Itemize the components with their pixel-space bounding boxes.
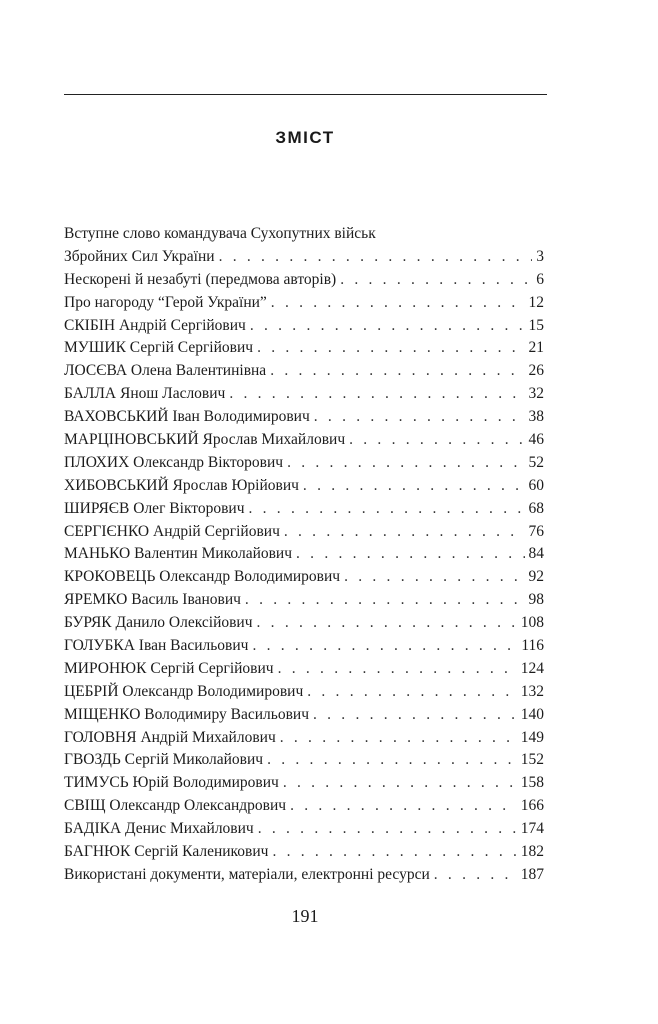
toc-entry [64,543,544,566]
toc-entry [64,864,544,887]
toc-entry [64,452,544,475]
toc-entry [64,246,544,269]
toc-entry-title: ЛОСЄВА Олена Валентинівна [64,362,267,380]
toc-entry-page: 158 [520,774,544,792]
toc-entry-page: 152 [520,751,544,769]
toc-entry [64,589,544,612]
toc-entry [64,658,544,681]
toc-entry-page: 140 [520,705,544,723]
toc-dot-leader [249,498,525,521]
toc-dot-leader [314,406,525,429]
toc-dot-leader [229,383,524,406]
toc-entry-title: СКІБІН Андрій Сергійович [64,316,246,334]
toc-entry-title: Про нагороду “Герой України” [64,293,267,311]
toc-entry-page: 6 [536,270,544,288]
toc-entry [64,429,544,452]
toc-entry-page: 38 [528,408,544,426]
toc-entry-title: СЕРГІЄНКО Андрій Сергійович [64,522,280,540]
toc-entry-page: 124 [520,659,544,677]
toc-entry [64,292,544,315]
toc-entry [64,521,544,544]
toc-entry-page: 21 [528,339,544,357]
toc-entry-page: 166 [520,797,544,815]
toc-entry-page: 76 [528,522,544,540]
toc-entry-page: 26 [528,362,544,380]
toc-dot-leader [257,612,517,635]
toc-entry-title: ЦЕБРІЙ Олександр Володимирович [64,682,304,700]
toc-entry-title: ГОЛУБКА Іван Васильович [64,637,249,655]
toc-entry [64,406,544,429]
toc-entry-title: ГВОЗДЬ Сергій Миколайович [64,751,264,769]
toc-entries [64,246,544,887]
toc-entry [64,612,544,635]
toc-entry-page: 149 [520,728,544,746]
top-rule [64,94,547,95]
toc-intro-line: Вступне слово командувача Сухопутних військ [64,225,376,242]
toc-entry-title: ПЛОХИХ Олександр Вікторович [64,453,284,471]
toc-entry-title: БАЛЛА Янош Ласлович [64,385,226,403]
toc-entry-page: 68 [528,499,544,517]
toc-entry-page: 92 [528,568,544,586]
toc-entry-title: СВІЩ Олександр Олександрович [64,797,287,815]
toc-entry-title: ХИБОВСЬКИЙ Ярослав Юрійович [64,476,299,494]
toc-entry-title: МІЩЕНКО Володимиру Васильович [64,705,309,723]
toc-entry-title: МУШИК Сергій Сергійович [64,339,254,357]
toc-dot-leader [313,704,517,727]
toc-entry [64,337,544,360]
toc-entry-title: МАРЦІНОВСЬКИЙ Ярослав Михайлович [64,431,346,449]
toc-entry-page: 182 [520,843,544,861]
toc-entry-title: МИРОНЮК Сергій Сергійович [64,659,274,677]
toc-heading: ЗМІСТ [275,128,335,147]
toc-dot-leader [267,749,517,772]
toc-dot-leader [270,360,524,383]
toc-entry [64,681,544,704]
toc-dot-leader [219,246,533,269]
toc-entry-page: 32 [528,385,544,403]
toc-dot-leader [250,315,525,338]
toc-dot-leader [344,566,524,589]
toc-entry-page: 116 [521,637,544,655]
toc-entry-page: 174 [520,820,544,838]
toc-entry-page: 187 [520,865,544,883]
toc-dot-leader [296,543,524,566]
toc-dot-leader [307,681,517,704]
toc-dot-leader [258,818,517,841]
toc-dot-leader [252,635,517,658]
toc-dot-leader [290,795,517,818]
toc-entry [64,727,544,750]
toc-entry-title: БАГНЮК Сергій Каленикович [64,843,269,861]
toc-entry [64,818,544,841]
toc-entry-title: Нескорені й незабуті (передмова авторів) [64,270,337,288]
toc-dot-leader [272,841,516,864]
toc-entry-title: Використані документи, матеріали, електронні ресурси [64,865,430,883]
toc-entry-title: ВАХОВСЬКИЙ Іван Володимирович [64,408,310,426]
toc-entry [64,841,544,864]
toc-entry-page: 132 [520,682,544,700]
toc-entry [64,269,544,292]
toc-entry-title: ГОЛОВНЯ Андрій Михайлович [64,728,276,746]
toc-entry-title: Збройних Сил України [64,247,215,265]
toc-entry-page: 3 [536,247,544,265]
toc-entry-title: КРОКОВЕЦЬ Олександр Володимирович [64,568,341,586]
toc-entry [64,566,544,589]
toc-entry [64,315,544,338]
page-number: 191 [291,906,319,926]
toc-entry-title: БУРЯК Данило Олексійович [64,614,253,632]
toc-dot-leader [349,429,524,452]
toc-entry-title: ТИМУСЬ Юрій Володимирович [64,774,279,792]
toc-entry-page: 84 [528,545,544,563]
toc-dot-leader [434,864,517,887]
toc-entry [64,360,544,383]
toc-entry [64,498,544,521]
toc-entry-title: МАНЬКО Валентин Миколайович [64,545,293,563]
toc-dot-leader [287,452,524,475]
toc-entry-page: 52 [528,453,544,471]
toc-entry-title: ЯРЕМКО Василь Іванович [64,591,241,609]
toc-dot-leader [283,772,517,795]
toc-dot-leader [340,269,532,292]
toc-entry-title: ШИРЯЄВ Олег Вікторович [64,499,245,517]
toc-dot-leader [245,589,525,612]
toc-entry-page: 12 [528,293,544,311]
table-of-contents [64,223,544,887]
toc-entry-page: 15 [528,316,544,334]
toc-entry [64,383,544,406]
toc-dot-leader [271,292,525,315]
toc-entry-page: 98 [528,591,544,609]
toc-dot-leader [280,727,517,750]
toc-entry [64,749,544,772]
toc-entry [64,635,544,658]
toc-entry-page: 108 [520,614,544,632]
toc-dot-leader [284,521,525,544]
toc-dot-leader [257,337,524,360]
toc-dot-leader [303,475,525,498]
toc-entry-title: БАДІКА Денис Михайлович [64,820,254,838]
toc-dot-leader [278,658,517,681]
toc-entry [64,704,544,727]
toc-entry [64,475,544,498]
toc-entry-page: 46 [528,431,544,449]
toc-entry [64,795,544,818]
toc-entry-page: 60 [528,476,544,494]
toc-entry [64,772,544,795]
